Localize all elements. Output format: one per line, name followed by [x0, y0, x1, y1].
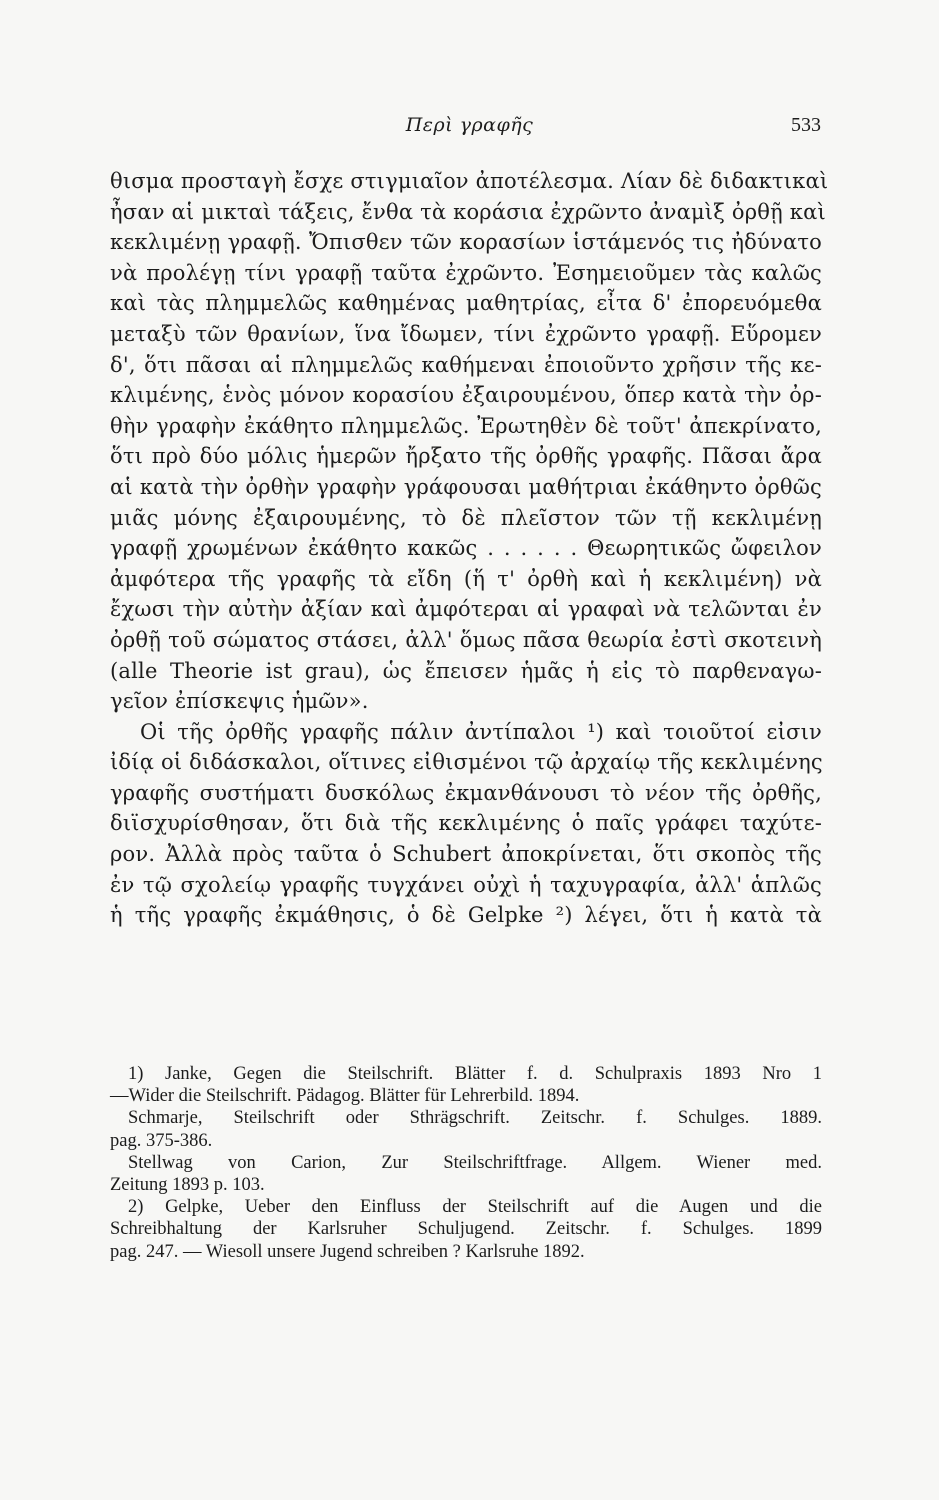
footnotes [110, 1063, 822, 1263]
page-number: 533 [791, 114, 821, 136]
footnote-line: pag. 375-386. [110, 1130, 213, 1151]
text-line: ρον. Ἀλλὰ πρὸς ταῦτα ὁ Schubert ἀποκρίνεται, ὅτι σκοπὸς τῆς [110, 842, 822, 867]
running-head [0, 114, 939, 144]
text-line: κεκλιμένῃ γραφῇ. Ὄπισθεν τῶν κορασίων ἱστάμενός τις ἠδύνατο [110, 230, 822, 255]
text-line: νὰ προλέγῃ τίνι γραφῇ ταῦτα ἐχρῶντο. Ἐσημειοῦμεν τὰς καλῶς [110, 260, 822, 285]
text-line: κλιμένης, ἑνὸς μόνον κορασίου ἐξαιρουμένου, ὅπερ κατὰ τὴν ὀρ- [110, 383, 822, 408]
text-line: ἐν τῷ σχολείῳ γραφῆς τυγχάνει οὐχὶ ἡ ταχυγραφία, ἀλλ' ἁπλῶς [110, 872, 822, 897]
text-line: γραφῇ χρωμένων ἐκάθητο κακῶς . . . . . . Θεωρητικῶς ὤφειλον [110, 536, 822, 561]
running-title: Περὶ γραφῆς [405, 114, 534, 136]
footnote-line: Schreibhaltung der Karlsruher Schuljugend. Zeitschr. f. Schulges. 1899 [110, 1219, 822, 1240]
text-line: διϊσχυρίσθησαν, ὅτι διὰ τῆς κεκλιμένης ὁ παῖς γράφει ταχύτε- [110, 811, 822, 836]
body-text [110, 166, 829, 931]
footnote-line: 2) Gelpke, Ueber den Einfluss der Steilschrift auf die Augen und die [128, 1197, 822, 1218]
footnote-line: —Wider die Steilschrift. Pädagog. Blätter für Lehrerbild. 1894. [110, 1086, 580, 1107]
text-line: ἦσαν αἱ μικταὶ τάξεις, ἔνθα τὰ κοράσια ἐχρῶντο ἀναμὶξ ὀρθῇ καὶ [110, 199, 826, 224]
text-line: γραφῆς συστήματι δυσκόλως ἐκμανθάνουσι τὸ νέον τῆς ὀρθῆς, [110, 780, 822, 805]
text-line: μεταξὺ τῶν θρανίων, ἵνα ἴδωμεν, τίνι ἐχρῶντο γραφῇ. Εὕρομεν [110, 321, 822, 346]
text-line: ἔχωσι τὴν αὐτὴν ἀξίαν καὶ ἀμφότεραι αἱ γραφαὶ νὰ τελῶνται ἐν [110, 597, 822, 622]
text-line: ἡ τῆς γραφῆς ἐκμάθησις, ὁ δὲ Gelpke ²) λέγει, ὅτι ἡ κατὰ τὰ [110, 903, 822, 928]
footnote-line: Schmarje, Steilschrift oder Sthrägschrift. Zeitschr. f. Schulges. 1889. [128, 1108, 822, 1129]
footnote-line: Zeitung 1893 p. 103. [110, 1174, 265, 1195]
text-line: θισμα προσταγὴ ἔσχε στιγμιαῖον ἀποτέλεσμα. Λίαν δὲ διδακτικαὶ [110, 169, 829, 193]
text-line: ὀρθῇ τοῦ σώματος στάσει, ἀλλ' ὅμως πᾶσα θεωρία ἐστὶ σκοτεινὴ [110, 627, 822, 652]
paragraph-end-line: γεῖον ἐπίσκεψις ἡμῶν». [110, 689, 369, 714]
text-line: ὅτι πρὸ δύο μόλις ἡμερῶν ἤρξατο τῆς ὀρθῆς γραφῆς. Πᾶσαι ἄρα [110, 444, 822, 469]
paragraph-start-line: Οἱ τῆς ὀρθῆς γραφῆς πάλιν ἀντίπαλοι ¹) καὶ τοιοῦτοί εἰσιν [140, 719, 822, 744]
text-line: ἰδίᾳ οἱ διδάσκαλοι, οἵτινες εἰθισμένοι τῷ ἀρχαίῳ τῆς κεκλιμένης [110, 750, 823, 775]
text-line: καὶ τὰς πλημμελῶς καθημένας μαθητρίας, εἶτα δ' ἐπορευόμεθα [110, 291, 822, 316]
text-line: δ', ὅτι πᾶσαι αἱ πλημμελῶς καθήμεναι ἐποιοῦντο χρῆσιν τῆς κε- [110, 352, 822, 377]
footnote-line: 1) Janke, Gegen die Steilschrift. Blätter f. d. Schulpraxis 1893 Nro 1 [128, 1064, 822, 1084]
text-line: θὴν γραφὴν ἐκάθητο πλημμελῶς. Ἐρωτηθὲν δὲ τοῦτ' ἀπεκρίνατο, [110, 413, 822, 438]
text-line: μιᾶς μόνης ἐξαιρουμένης, τὸ δὲ πλεῖστον τῶν τῇ κεκλιμένῃ [110, 505, 822, 530]
text-line: αἱ κατὰ τὴν ὀρθὴν γραφὴν γράφουσαι μαθήτριαι ἐκάθηντο ὀρθῶς [110, 474, 822, 499]
text-line: ἀμφότερα τῆς γραφῆς τὰ εἴδη (ἥ τ' ὀρθὴ καὶ ἡ κεκλιμένη) νὰ [110, 566, 822, 591]
text-line: (alle Theorie ist grau), ὡς ἔπεισεν ἡμᾶς ἡ εἰς τὸ παρθεναγω- [110, 658, 822, 683]
footnote-line: pag. 247. — Wiesoll unsere Jugend schreiben ? Karlsruhe 1892. [110, 1241, 585, 1262]
footnote-line: Stellwag von Carion, Zur Steilschriftfrage. Allgem. Wiener med. [128, 1152, 822, 1173]
